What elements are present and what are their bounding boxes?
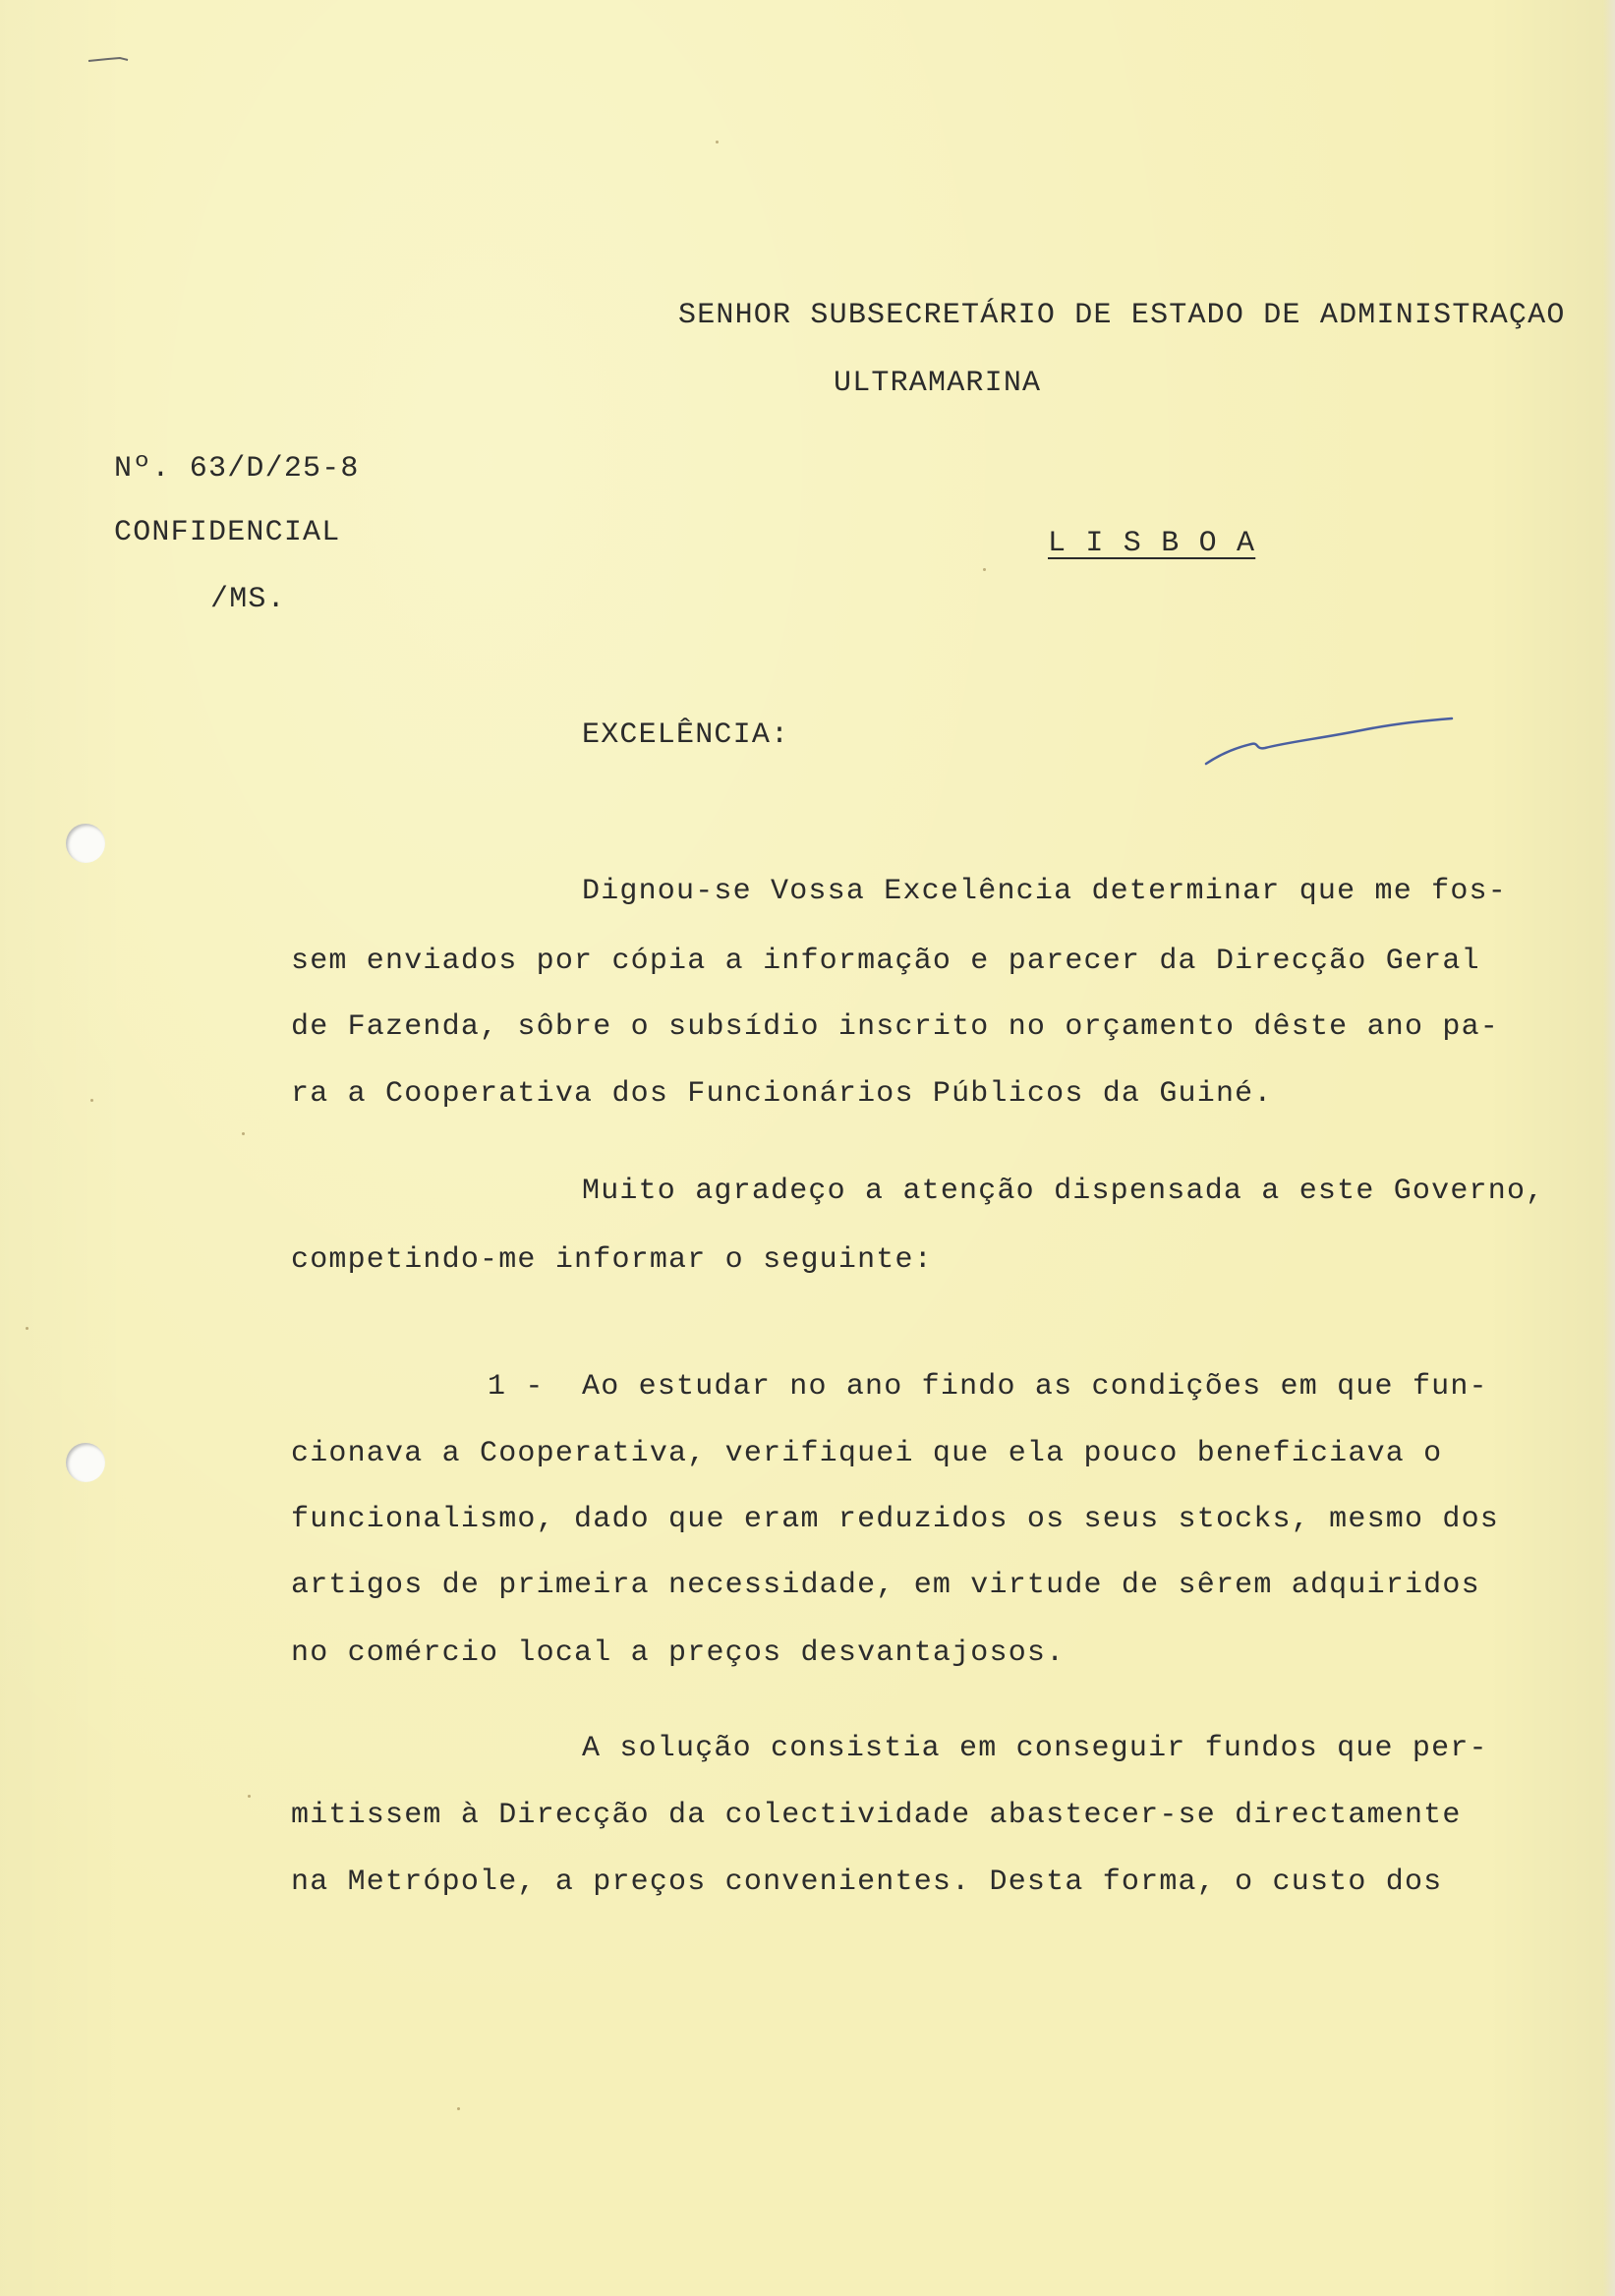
paragraph-4-line-3: na Metrópole, a preços convenientes. Desta forma, o custo dos [291, 1866, 1443, 1899]
paragraph-1-line-1: Dignou-se Vossa Excelência determinar que me fos- [582, 875, 1507, 908]
paper-speck [242, 1132, 245, 1135]
pen-stroke-icon [1194, 703, 1460, 772]
recipient-line-1: SENHOR SUBSECRETÁRIO DE ESTADO DE ADMINISTRAÇAO [678, 299, 1566, 332]
paragraph-1-line-2: sem enviados por cópia a informação e parecer da Direcção Geral [291, 945, 1480, 978]
typist-initials: /MS. [210, 583, 286, 616]
paper-speck [716, 141, 719, 144]
paragraph-1-line-3: de Fazenda, sôbre o subsídio inscrito no orçamento dêste ano pa- [291, 1010, 1499, 1044]
paper-speck [248, 1795, 251, 1798]
paper-speck [26, 1327, 29, 1330]
paper-speck [457, 2107, 460, 2110]
paragraph-2-line-2: competindo-me informar o seguinte: [291, 1243, 933, 1277]
page-edge [1603, 0, 1615, 2296]
paragraph-3-line-2: cionava a Cooperativa, verifiquei que ela pouco beneficiava o [291, 1437, 1443, 1470]
paragraph-3-line-1: 1 - Ao estudar no ano findo as condições em que fun- [488, 1370, 1488, 1404]
paragraph-4-line-2: mitissem à Direcção da colectividade abastecer-se directamente [291, 1799, 1462, 1832]
paragraph-4-line-1: A solução consistia em conseguir fundos que per- [582, 1732, 1488, 1765]
classification-label: CONFIDENCIAL [114, 516, 341, 549]
punch-hole-icon [66, 824, 105, 863]
punch-hole-icon [66, 1443, 105, 1482]
paper-speck [983, 568, 986, 571]
paragraph-3-line-4: artigos de primeira necessidade, em virtude de sêrem adquiridos [291, 1569, 1480, 1602]
paper-speck [90, 1099, 93, 1102]
paragraph-3-line-3: funcionalismo, dado que eram reduzidos os seus stocks, mesmo dos [291, 1503, 1499, 1536]
paragraph-2-line-1: Muito agradeço a atenção dispensada a este Governo, [582, 1175, 1545, 1208]
paragraph-1-line-4: ra a Cooperativa dos Funcionários Públicos da Guiné. [291, 1077, 1273, 1111]
city-heading: L I S B O A [1048, 527, 1256, 560]
recipient-line-2: ULTRAMARINA [834, 367, 1042, 400]
pen-doodle-icon [59, 49, 177, 69]
salutation: EXCELÊNCIA: [582, 718, 790, 752]
reference-number: Nº. 63/D/25-8 [114, 452, 360, 486]
paragraph-3-line-5: no comércio local a preços desvantajosos. [291, 1636, 1066, 1670]
